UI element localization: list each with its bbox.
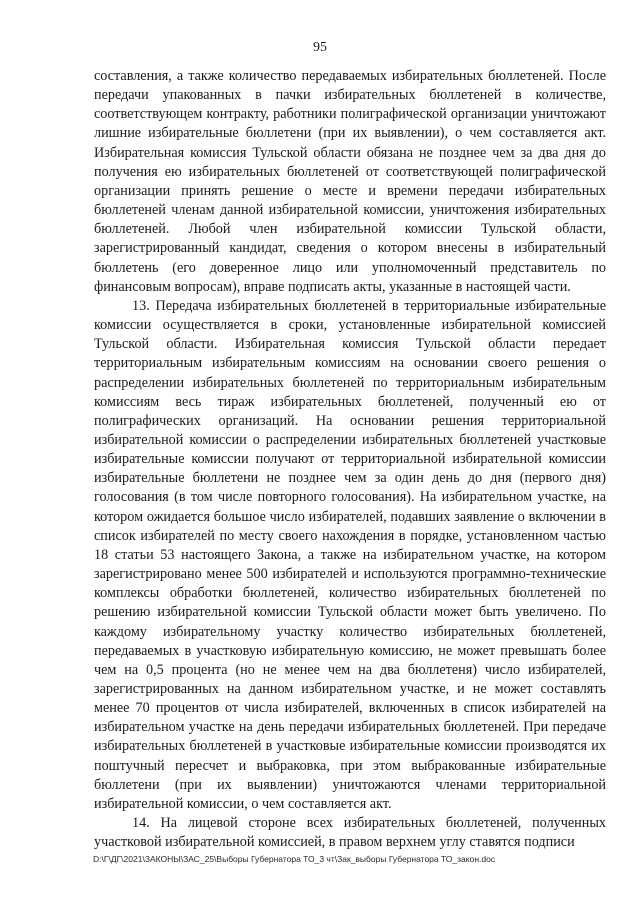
paragraph-13: 13. Передача избирательных бюллетеней в территориальные избирательные комиссии осуществляется в сроки, установленные избирательной комиссией Тульской области. Избирательная комиссия Тульской области передает территориальным избирательным комиссиям на основании своего решения о распределении избирательных бюллетеней по территориальным избирательным комиссиям весь тираж избирательных бюллетеней, полученный ею от полиграфических организаций. На основании решения территориальной избирательной комиссии о распределении избирательных бюллетеней участковые избирательные комиссии получают от территориальной избирательной комиссии избирательные бюллетени не позднее чем за один день до дня (первого дня) голосования (в том числе повторного голосования). На избирательном участке, на котором ожидается большое число избирателей, подавших заявление о включении в список избирателей по месту своего нахождения в порядке, установленном частью 18 статьи 53 настоящего Закона, а также на избирательном участке, на котором зарегистрировано менее 500 избирателей и используются программно-технические комплексы обработки бюллетеней, количество избирательных бюллетеней по решению избирательной комиссии Тульской области может быть увеличено. По каждому избирательному участку количество избирательных бюллетеней, передаваемых в участковую избирательную комиссию, не может превышать более чем на 0,5 процента (но не менее чем на два бюллетеня) число избирателей, зарегистрированных на данном избирательном участке, и не может составлять менее 70 процентов от числа избирателей, включенных в список избирателей на избирательном участке на день передачи избирательных бюллетеней. При передаче избирательных бюллетеней в участковые избирательные комиссии производятся их поштучный пересчет и выбраковка, при этом выбракованные избирательные бюллетени (при их выявлении) уничтожаются членами территориальной избирательной комиссии, о чем составляется акт. xyxy=(94,297,606,812)
paragraph-14: 14. На лицевой стороне всех избирательных бюллетеней, полученных участковой избирательной комиссией, в правом верхнем углу ставятся подписи xyxy=(94,815,606,851)
document-body xyxy=(94,67,606,852)
file-path-footer: D:\Г\ДГ\2021\ЗАКОНЫ\ЗАС_25\Выборы Губернатора ТО_3 чт\Зак_выборы Губернатора ТО_закон.doc xyxy=(93,854,496,864)
paragraph-continuation: составления, а также количество передаваемых избирательных бюллетеней. После передачи упакованных в пачки избирательных бюллетеней в количестве, соответствующем контракту, работники полиграфической организации уничтожают лишние избирательные бюллетени (при их выявлении), о чем составляется акт. Избирательная комиссия Тульской области обязана не позднее чем за два дня до получения ею избирательных бюллетеней от соответствующей полиграфической организации принять решение о месте и времени передачи избирательных бюллетеней членам данной избирательной комиссии, уничтожения избирательных бюллетеней. Любой член избирательной комиссии Тульской области, зарегистрированный кандидат, сведения о котором внесены в избирательный бюллетень (его доверенное лицо или уполномоченный представитель по финансовым вопросам), вправе подписать акты, указанные в настоящей части. xyxy=(94,68,606,295)
page-number: 95 xyxy=(313,40,327,55)
